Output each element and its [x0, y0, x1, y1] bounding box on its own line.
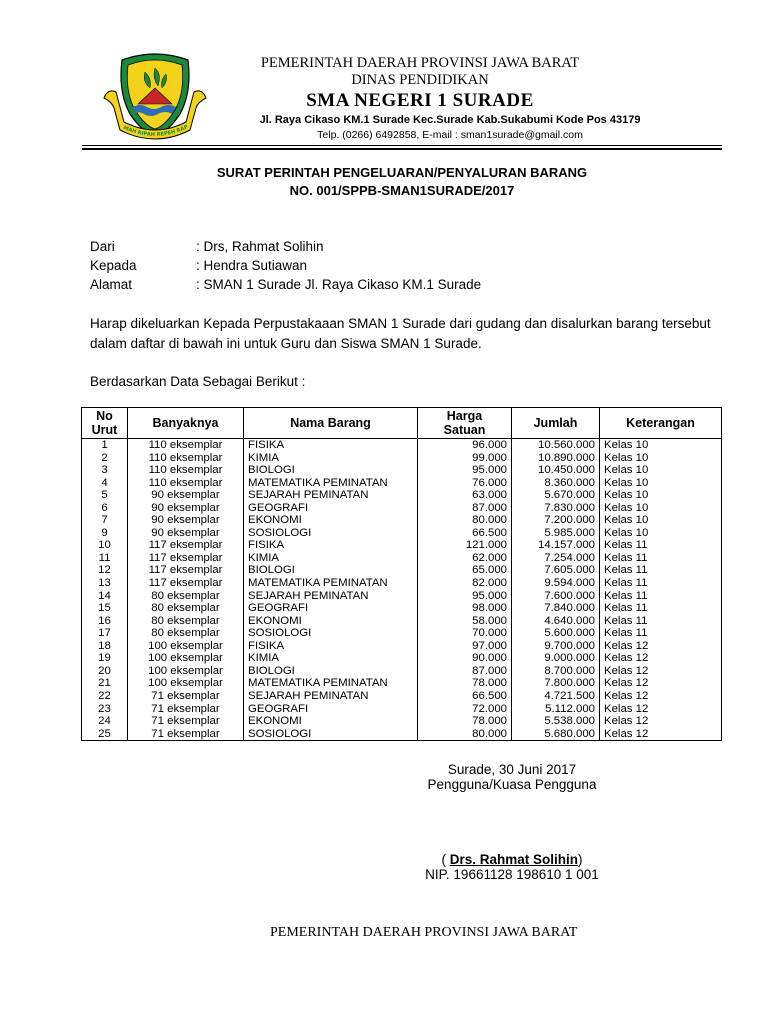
letterhead-government: PEMERINTAH DAERAH PROVINSI JAWA BARAT: [260, 55, 580, 71]
row-total: 7.254.000: [512, 552, 600, 565]
row-price: 97.000: [418, 640, 512, 653]
body-intro-data: Berdasarkan Data Sebagai Berikut :: [90, 374, 306, 389]
letterhead-office: DINAS PENDIDIKAN: [351, 72, 489, 88]
row-no: 20: [82, 665, 128, 678]
row-name: BIOLOGI: [244, 464, 418, 477]
row-no: 25: [82, 728, 128, 741]
row-no: 1: [82, 439, 128, 452]
row-total: 7.830.000: [512, 502, 600, 515]
row-note: Kelas 11: [600, 577, 722, 590]
row-qty: 110 eksemplar: [128, 452, 244, 465]
row-no: 13: [82, 577, 128, 590]
row-qty: 90 eksemplar: [128, 514, 244, 527]
row-total: 8.700.000: [512, 665, 600, 678]
body-paragraph: Harap dikeluarkan Kepada Perpustakaaan SMAN 1 Surade dari gudang dan disalurkan barang tersebut dalam daftar di bawah ini untuk Guru dan Siswa SMAN 1 Surade.: [90, 316, 711, 351]
row-total: 5.985.000: [512, 527, 600, 540]
row-name: BIOLOGI: [244, 665, 418, 678]
row-total: 5.538.000: [512, 715, 600, 728]
row-total: 4.721.500: [512, 690, 600, 703]
row-no: 21: [82, 677, 128, 690]
row-note: Kelas 12: [600, 640, 722, 653]
table-row: [82, 552, 722, 565]
letterhead-divider-top: [82, 145, 722, 146]
row-total: 10.560.000: [512, 439, 600, 452]
row-no: 5: [82, 489, 128, 502]
row-qty: 80 eksemplar: [128, 615, 244, 628]
row-price: 90.000: [418, 652, 512, 665]
table-row: [82, 539, 722, 552]
row-no: 18: [82, 640, 128, 653]
row-note: Kelas 12: [600, 652, 722, 665]
table-row: [82, 728, 722, 741]
row-price: 65.000: [418, 564, 512, 577]
row-no: 17: [82, 627, 128, 640]
row-qty: 100 eksemplar: [128, 677, 244, 690]
signature-name: Drs. Rahmat Solihin: [449, 852, 579, 867]
row-note: Kelas 10: [600, 502, 722, 515]
row-note: Kelas 10: [600, 527, 722, 540]
row-note: Kelas 11: [600, 627, 722, 640]
header-note: Keterangan: [600, 408, 722, 439]
row-price: 82.000: [418, 577, 512, 590]
row-qty: 71 eksemplar: [128, 728, 244, 741]
row-note: Kelas 10: [600, 439, 722, 452]
row-no: 9: [82, 527, 128, 540]
row-name: GEOGRAFI: [244, 502, 418, 515]
row-total: 5.670.000: [512, 489, 600, 502]
row-name: SEJARAH PEMINATAN: [244, 590, 418, 603]
row-price: 96.000: [418, 439, 512, 452]
row-note: Kelas 12: [600, 690, 722, 703]
field-label-dari: Dari: [90, 239, 115, 254]
row-note: Kelas 11: [600, 602, 722, 615]
row-qty: 117 eksemplar: [128, 577, 244, 590]
header-qty: Banyaknya: [128, 408, 244, 439]
row-no: 12: [82, 564, 128, 577]
row-note: Kelas 11: [600, 539, 722, 552]
row-total: 9.700.000: [512, 640, 600, 653]
signature-role: Pengguna/Kuasa Pengguna: [427, 777, 597, 792]
row-price: 62.000: [418, 552, 512, 565]
row-qty: 100 eksemplar: [128, 652, 244, 665]
table-row: [82, 577, 722, 590]
table-row: [82, 564, 722, 577]
header-total: Jumlah: [512, 408, 600, 439]
signature-paren-open: (: [441, 852, 450, 867]
row-total: 9.594.000: [512, 577, 600, 590]
row-qty: 117 eksemplar: [128, 564, 244, 577]
row-total: 7.840.000: [512, 602, 600, 615]
row-no: 22: [82, 690, 128, 703]
signature-place-date: Surade, 30 Juni 2017: [447, 762, 577, 777]
row-qty: 90 eksemplar: [128, 502, 244, 515]
row-price: 95.000: [418, 464, 512, 477]
row-name: FISIKA: [244, 439, 418, 452]
row-price: 87.000: [418, 665, 512, 678]
letter-number: NO. 001/SPPB-SMAN1SURADE/2017: [289, 183, 515, 198]
row-price: 63.000: [418, 489, 512, 502]
row-name: GEOGRAFI: [244, 602, 418, 615]
table-row: [82, 665, 722, 678]
row-qty: 71 eksemplar: [128, 715, 244, 728]
row-name: MATEMATIKA PEMINATAN: [244, 577, 418, 590]
row-total: 7.600.000: [512, 590, 600, 603]
row-no: 7: [82, 514, 128, 527]
row-total: 9.000.000: [512, 652, 600, 665]
row-qty: 80 eksemplar: [128, 627, 244, 640]
row-total: 7.200.000: [512, 514, 600, 527]
row-name: MATEMATIKA PEMINATAN: [244, 477, 418, 490]
row-no: 24: [82, 715, 128, 728]
row-no: 4: [82, 477, 128, 490]
row-qty: 100 eksemplar: [128, 640, 244, 653]
row-qty: 90 eksemplar: [128, 489, 244, 502]
row-price: 99.000: [418, 452, 512, 465]
row-name: KIMIA: [244, 452, 418, 465]
row-name: SOSIOLOGI: [244, 627, 418, 640]
row-price: 66.500: [418, 527, 512, 540]
row-price: 87.000: [418, 502, 512, 515]
row-note: Kelas 10: [600, 464, 722, 477]
row-price: 95.000: [418, 590, 512, 603]
row-name: MATEMATIKA PEMINATAN: [244, 677, 418, 690]
row-price: 80.000: [418, 514, 512, 527]
row-note: Kelas 10: [600, 477, 722, 490]
row-qty: 110 eksemplar: [128, 477, 244, 490]
row-qty: 100 eksemplar: [128, 665, 244, 678]
row-price: 78.000: [418, 715, 512, 728]
provincial-logo: [100, 52, 210, 144]
row-name: SOSIOLOGI: [244, 527, 418, 540]
letterhead-contact: Telp. (0266) 6492858, E-mail : sman1surade@gmail.com: [317, 129, 583, 141]
row-note: Kelas 11: [600, 552, 722, 565]
table-row: [82, 690, 722, 703]
row-price: 98.000: [418, 602, 512, 615]
table-row: [82, 477, 722, 490]
row-total: 4.640.000: [512, 615, 600, 628]
table-body: [82, 439, 722, 741]
logo-motto: MAH RIPAH REPEH RAP: [122, 124, 190, 139]
table-row: [82, 514, 722, 527]
signature-nip: NIP. 19661128 198610 1 001: [425, 867, 599, 882]
row-price: 78.000: [418, 677, 512, 690]
row-price: 72.000: [418, 702, 512, 715]
row-qty: 71 eksemplar: [128, 690, 244, 703]
row-price: 58.000: [418, 615, 512, 628]
row-total: 5.112.000: [512, 702, 600, 715]
row-name: SOSIOLOGI: [244, 728, 418, 741]
row-no: 15: [82, 602, 128, 615]
row-name: EKONOMI: [244, 615, 418, 628]
footer-government: PEMERINTAH DAERAH PROVINSI JAWA BARAT: [270, 925, 578, 940]
row-name: FISIKA: [244, 539, 418, 552]
row-no: 10: [82, 539, 128, 552]
row-name: SEJARAH PEMINATAN: [244, 489, 418, 502]
header-name: Nama Barang: [244, 408, 418, 439]
row-qty: 117 eksemplar: [128, 539, 244, 552]
field-label-alamat: Alamat: [90, 277, 133, 292]
row-no: 23: [82, 702, 128, 715]
table-row: [82, 527, 722, 540]
row-price: 76.000: [418, 477, 512, 490]
row-total: 10.890.000: [512, 452, 600, 465]
row-total: 7.800.000: [512, 677, 600, 690]
letterhead-divider-bottom: [82, 148, 722, 150]
row-total: 8.360.000: [512, 477, 600, 490]
row-no: 3: [82, 464, 128, 477]
row-qty: 110 eksemplar: [128, 439, 244, 452]
row-no: 19: [82, 652, 128, 665]
table-row: [82, 590, 722, 603]
table-row: [82, 452, 722, 465]
letterhead-school: SMA NEGERI 1 SURADE: [306, 90, 534, 111]
signature-paren-close: ): [578, 852, 583, 867]
row-total: 5.680.000: [512, 728, 600, 741]
row-total: 5.600.000: [512, 627, 600, 640]
row-name: KIMIA: [244, 552, 418, 565]
header-no: No Urut: [82, 408, 128, 439]
table-row: [82, 602, 722, 615]
header-price: Harga Satuan: [418, 408, 512, 439]
row-price: 121.000: [418, 539, 512, 552]
row-price: 80.000: [418, 728, 512, 741]
row-note: Kelas 10: [600, 514, 722, 527]
field-value-kepada: : Hendra Sutiawan: [196, 258, 308, 273]
row-note: Kelas 12: [600, 715, 722, 728]
row-name: KIMIA: [244, 652, 418, 665]
row-total: 14.157.000: [512, 539, 600, 552]
row-name: EKONOMI: [244, 715, 418, 728]
row-name: EKONOMI: [244, 514, 418, 527]
row-no: 2: [82, 452, 128, 465]
row-note: Kelas 12: [600, 677, 722, 690]
field-label-kepada: Kepada: [90, 258, 137, 273]
row-no: 16: [82, 615, 128, 628]
row-price: 66.500: [418, 690, 512, 703]
row-total: 10.450.000: [512, 464, 600, 477]
table-row: [82, 677, 722, 690]
row-qty: 117 eksemplar: [128, 552, 244, 565]
row-note: Kelas 11: [600, 615, 722, 628]
table-row: [82, 615, 722, 628]
field-value-alamat: : SMAN 1 Surade Jl. Raya Cikaso KM.1 Surade: [196, 277, 482, 292]
items-table: [81, 407, 722, 741]
table-header-row: [82, 408, 722, 439]
row-name: GEOGRAFI: [244, 702, 418, 715]
table-row: [82, 715, 722, 728]
table-row: [82, 702, 722, 715]
field-value-dari: : Drs, Rahmat Solihin: [196, 239, 324, 254]
row-qty: 80 eksemplar: [128, 590, 244, 603]
row-name: FISIKA: [244, 640, 418, 653]
signature-name-line: [412, 852, 612, 867]
table-row: [82, 640, 722, 653]
table-row: [82, 627, 722, 640]
letter-title: SURAT PERINTAH PENGELUARAN/PENYALURAN BARANG: [216, 165, 588, 180]
row-price: 70.000: [418, 627, 512, 640]
letterhead-address: Jl. Raya Cikaso KM.1 Surade Kec.Surade Kab.Sukabumi Kode Pos 43179: [259, 114, 641, 126]
row-no: 14: [82, 590, 128, 603]
table-row: [82, 439, 722, 452]
row-name: BIOLOGI: [244, 564, 418, 577]
row-note: Kelas 12: [600, 665, 722, 678]
table-row: [82, 652, 722, 665]
row-note: Kelas 12: [600, 702, 722, 715]
row-note: Kelas 12: [600, 728, 722, 741]
row-qty: 80 eksemplar: [128, 602, 244, 615]
row-qty: 110 eksemplar: [128, 464, 244, 477]
row-name: SEJARAH PEMINATAN: [244, 690, 418, 703]
row-no: 6: [82, 502, 128, 515]
table-row: [82, 464, 722, 477]
table-row: [82, 502, 722, 515]
row-no: 11: [82, 552, 128, 565]
row-note: Kelas 11: [600, 564, 722, 577]
table-row: [82, 489, 722, 502]
row-qty: 71 eksemplar: [128, 702, 244, 715]
row-note: Kelas 10: [600, 452, 722, 465]
row-total: 7.605.000: [512, 564, 600, 577]
row-qty: 90 eksemplar: [128, 527, 244, 540]
row-note: Kelas 11: [600, 590, 722, 603]
row-note: Kelas 10: [600, 489, 722, 502]
